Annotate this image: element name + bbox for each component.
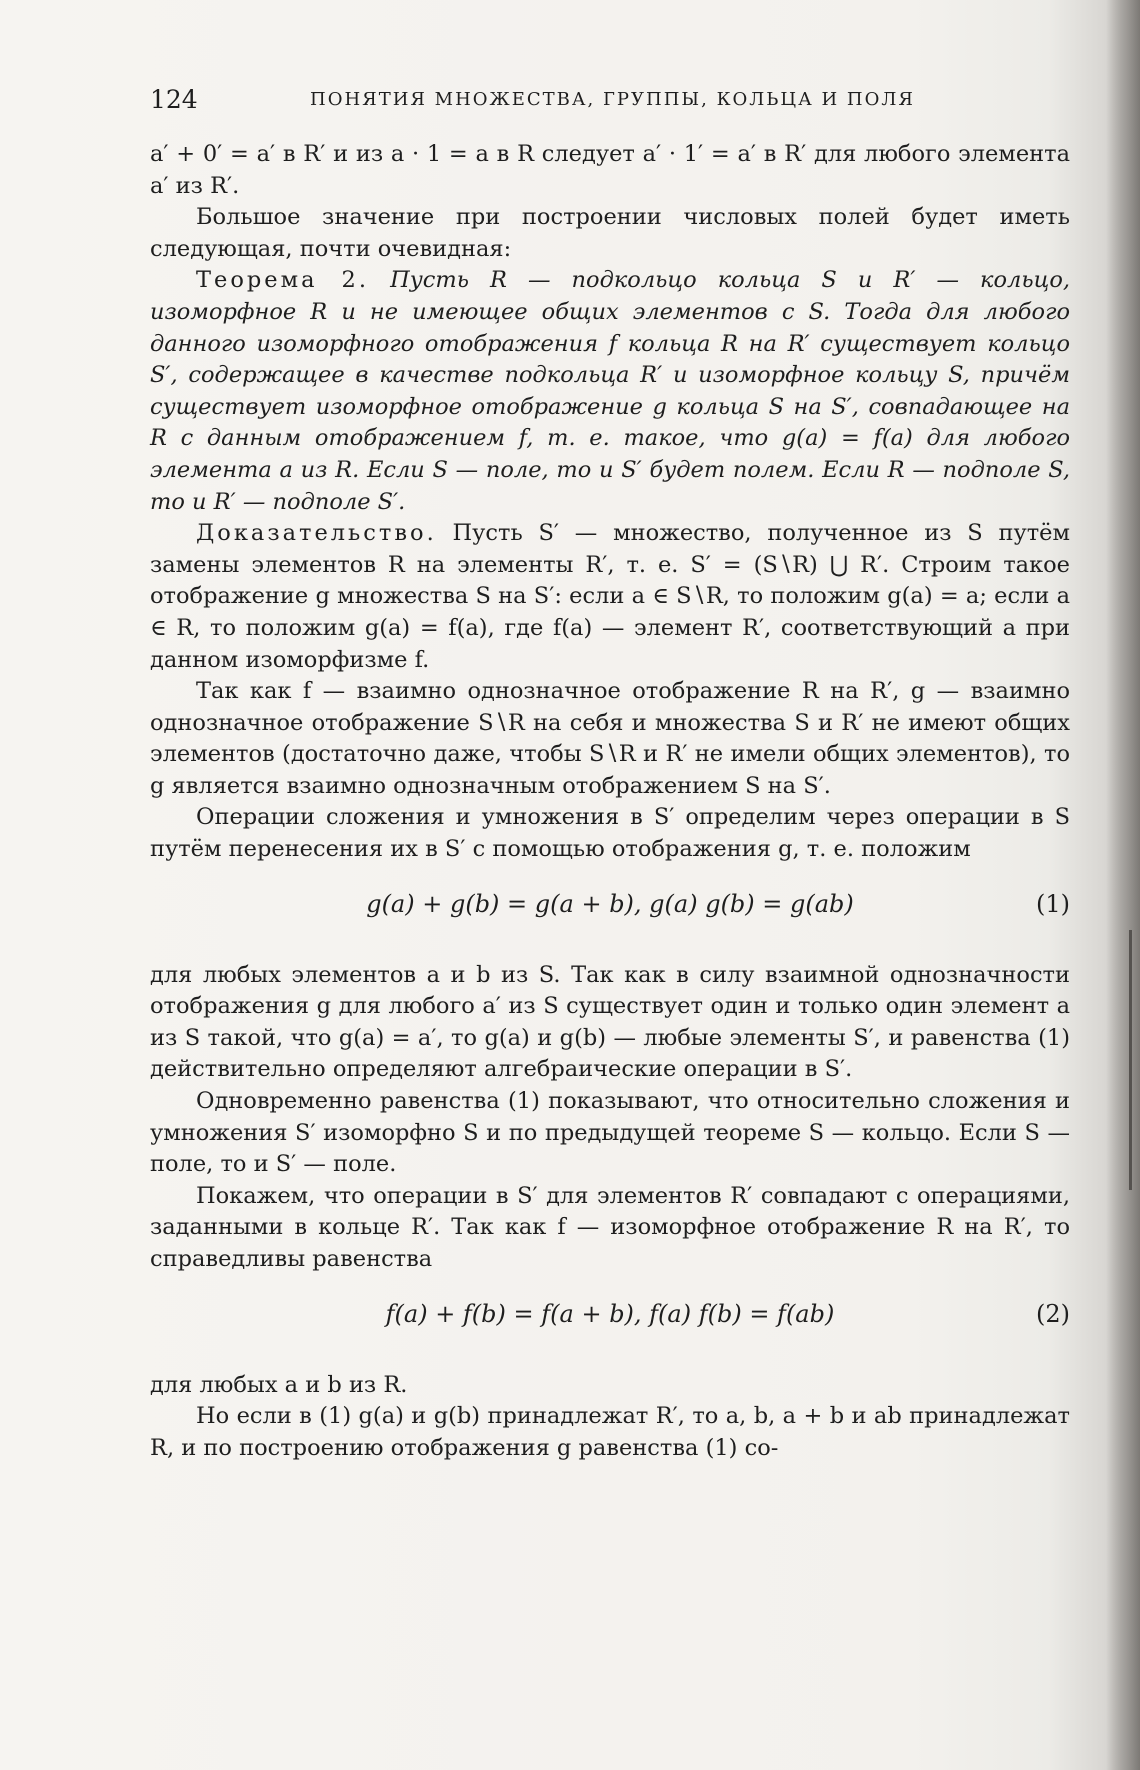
- paragraph-11: Но если в (1) g(a) и g(b) принадлежат R′, то a, b, a + b и ab принадлежат R, и по построению отображения g равенства (1) со-: [150, 1403, 1070, 1461]
- paragraph-5: Так как f — взаимно однозначное отображение R на R′, g — взаимно однозначное отображение S∖R на себя и множества S и R′ не имеют общих элементов (достаточно даже, чтобы S∖R и R′ не имели общих элементов), то g является взаимно однозначным отображением S на S′.: [150, 678, 1070, 799]
- paragraph-10: для любых a и b из R.: [150, 1371, 408, 1398]
- theorem-statement: Пусть R — подкольцо кольца S и R′ — кольцо, изоморфное R и не имеющее общих элементов с S. Тогда для любого данного изоморфного отображения f кольца R на R′ существует кольцо S′, содержащее в качестве подкольца R′ и изоморфное кольцу S, причём существует изоморфное отображение g кольца S на S′, совпадающее на R с данным отображением f, т. е. такое, что g(a) = f(a) для любого элемента a из R. Если S — поле, то и S′ будет полем. Если R — подполе S, то и R′ — подполе S′.: [150, 267, 1071, 515]
- proof-label: Доказательство.: [196, 520, 437, 547]
- theorem-label: Теорема 2.: [196, 267, 370, 294]
- equation-1-expression: g(a) + g(b) = g(a + b), g(a) g(b) = g(ab): [366, 889, 854, 918]
- paragraph-1: a′ + 0′ = a′ в R′ и из a · 1 = a в R следует a′ · 1′ = a′ в R′ для любого элемента a′ из R′.: [150, 141, 1070, 199]
- paragraph-8: Одновременно равенства (1) показывают, что относительно сложения и умножения S′ изоморфно S и по предыдущей теореме S — кольцо. Если S — поле, то и S′ — поле.: [150, 1088, 1070, 1178]
- paragraph-6: Операции сложения и умножения в S′ определим через операции в S путём перенесения их в S′ с помощью отображения g, т. е. положим: [150, 804, 1070, 863]
- paragraph-7: для любых элементов a и b из S. Так как в силу взаимной однозначности отображения g для любого a′ из S существует один и только один элемент a из S такой, что g(a) = a′, то g(a) и g(b) — любые элементы S′, и равенства (1) действительно определяют алгебраические операции в S′.: [150, 961, 1070, 1083]
- equation-2-number: (2): [1036, 1299, 1070, 1328]
- equation-1: [150, 878, 1070, 938]
- proof: [150, 518, 1070, 676]
- page-edge-shadow: [1106, 0, 1140, 1770]
- running-title: ПОНЯТИЯ МНОЖЕСТВА, ГРУППЫ, КОЛЬЦА И ПОЛЯ: [310, 89, 915, 110]
- page-content: [150, 85, 1070, 1464]
- equation-2-expression: f(a) + f(b) = f(a + b), f(a) f(b) = f(ab): [385, 1299, 835, 1328]
- page-header: [150, 85, 1070, 125]
- page-number: 124: [150, 85, 198, 114]
- proof-text: Пусть S′ — множество, полученное из S путём замены элементов R на элементы R′, т. е. S′ = (S∖R) ⋃ R′. Строим такое отображение g множества S на S′: если a ∈ S∖R, то положим g(a) = a; если a ∈ R, то положим g(a) = f(a), где f(a) — элемент R′, соответствующий a при данном изоморфизме f.: [150, 520, 1070, 673]
- binding-edge-mark: [1129, 930, 1132, 1190]
- paragraph-2: Большое значение при построении числовых полей будет иметь следующая, почти очевидная:: [150, 204, 1070, 262]
- paragraph-9: Покажем, что операции в S′ для элементов R′ совпадают с операциями, заданными в кольце R′. Так как f — изоморфное отображение R на R′, то справедливы равенства: [150, 1182, 1070, 1272]
- theorem-2: [150, 265, 1070, 518]
- equation-2: [150, 1288, 1070, 1348]
- equation-1-number: (1): [1036, 889, 1070, 918]
